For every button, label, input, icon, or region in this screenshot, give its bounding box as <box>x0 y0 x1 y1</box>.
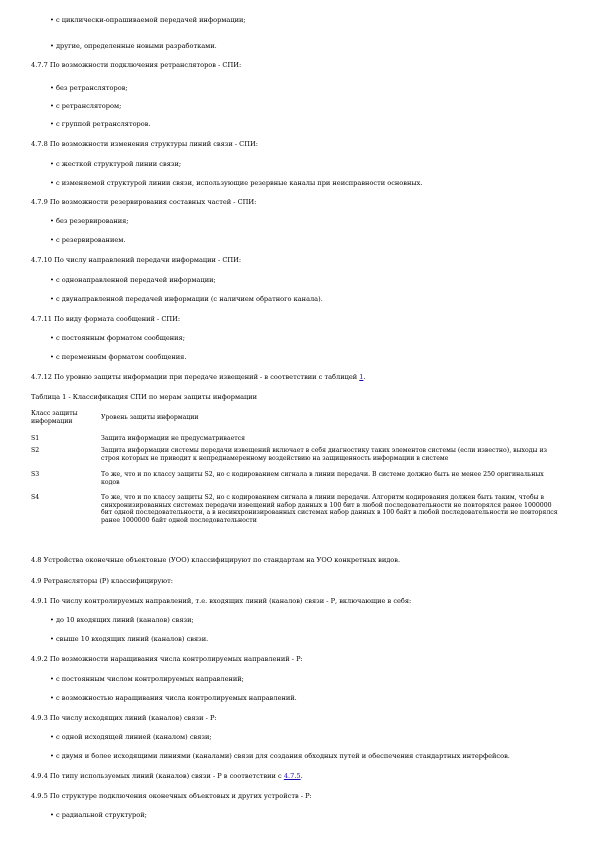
list-item: • с ретранслятором; <box>50 102 122 110</box>
list-item: • с изменяемой структурой линии связи, использующие резервные каналы при неисправности основных. <box>50 179 423 187</box>
table-header-cell: Уровень защиты информации <box>101 414 199 421</box>
section-ref-link[interactable]: 4.7.5 <box>283 772 301 780</box>
section-heading: 4.9.2 По возможности наращивания числа контролируемых направлений - Р: <box>31 655 303 663</box>
table-cell: Защита информации системы передачи извещений включает в себя диагностику таких элементов системы (если известно), выходы из строя которых не приводит к непреднамеренному воздействию на защищенность информации в системе <box>101 447 547 462</box>
list-item: • с одной исходящей линией (каналом) связи; <box>50 733 212 741</box>
list-item: • с жесткой структурой линии связи; <box>50 160 182 168</box>
section-heading: 4.9 Ретрансляторы (Р) классифицируют: <box>31 577 173 585</box>
list-item: • с резервированием. <box>50 236 126 244</box>
table-cell: Защита информации не предусматривается <box>101 435 246 442</box>
list-item: • с постоянным числом контролируемых направлений; <box>50 675 244 683</box>
list-item: • свыше 10 входящих линий (каналов) связи. <box>50 635 209 643</box>
section-heading: 4.7.7 По возможности подключения ретрансляторов - СПИ: <box>31 61 242 69</box>
table-cell: S2 <box>31 447 40 454</box>
section-heading: 4.7.8 По возможности изменения структуры линий связи - СПИ: <box>31 140 258 148</box>
list-item: • с однонаправленной передачей информации; <box>50 276 216 284</box>
list-item: • с циклически-опрашиваемой передачей информации; <box>50 16 246 24</box>
table-ref-link[interactable]: 1 <box>359 373 364 381</box>
table-cell: S1 <box>31 435 40 442</box>
list-item: • без резервирования; <box>50 217 129 225</box>
section-heading: 4.7.10 По числу направлений передачи информации - СПИ: <box>31 256 242 264</box>
section-heading: 4.9.5 По структуре подключения оконечных объектовых и других устройств - Р: <box>31 792 312 800</box>
list-item: • до 10 входящих линий (каналов) связи; <box>50 616 194 624</box>
table-header-cell: Класс защиты информации <box>31 410 78 425</box>
section-heading: 4.7.9 По возможности резервирования составных частей - СПИ: <box>31 198 257 206</box>
table-caption: Таблица 1 - Классификация СПИ по мерам защиты информации <box>31 393 258 401</box>
list-item: • с двунаправленной передачей информации (с наличием обратного канала). <box>50 295 323 303</box>
list-item: • другие, определенные новыми разработками. <box>50 42 217 50</box>
list-item: • без ретрансляторов; <box>50 84 128 92</box>
section-text: 4.7.12 По уровню защиты информации при передаче извещений - в соответствии с таблицей <box>31 373 360 381</box>
section-heading: 4.8 Устройства оконечные объектовые (УОО) классифицируют по стандартам на УОО конкретных видов. <box>31 556 401 564</box>
list-item: • с группой ретрансляторов. <box>50 120 151 128</box>
section-text: 4.9.4 По типу используемых линий (каналов) связи - Р в соответствии с <box>31 772 284 780</box>
list-item: • с переменным форматом сообщения. <box>50 353 187 361</box>
table-cell: То же, что и по классу защиты S2, но с кодированием сигнала в линии передачи. В системе должно быть не менее 250 оригинальных кодов <box>101 471 544 486</box>
list-item: • с постоянным форматом сообщения; <box>50 334 185 342</box>
list-item: • с возможностью наращивания числа контролируемых направлений. <box>50 694 297 702</box>
section-heading <box>31 772 303 780</box>
table-cell: То же, что и по классу защиты S2, но с кодированием сигнала в линии передачи. Алгоритм кодирования должен быть таким, чтобы в синхронизированных системах передачи извещений набор данных в 100 бит в любой последовательности не повторялся ранее 1000000 бит одной последовательности, а в несинхронизированных системах набор данных в 100 байт в любой последовательности не повторялся ранее 1000000 байт одной последовательности <box>101 494 558 524</box>
section-heading: 4.9.3 По числу исходящих линий (каналов) связи - Р: <box>31 714 217 722</box>
section-text-end: . <box>363 373 366 381</box>
list-item: • с двумя и более исходящими линиями (каналами) связи для создания обходных путей и обеспечения стандартных интерфейсов. <box>50 752 510 760</box>
section-heading: 4.7.11 По виду формата сообщений - СПИ: <box>31 315 181 323</box>
table-cell: S4 <box>31 494 40 501</box>
section-heading: 4.9.1 По числу контролируемых направлений, т.е. входящих линий (каналов) связи - Р, включающие в себя: <box>31 597 412 605</box>
table-cell: S3 <box>31 471 40 478</box>
section-text-end: . <box>300 772 303 780</box>
list-item: • с радиальной структурой; <box>50 811 147 819</box>
section-heading <box>31 373 366 381</box>
